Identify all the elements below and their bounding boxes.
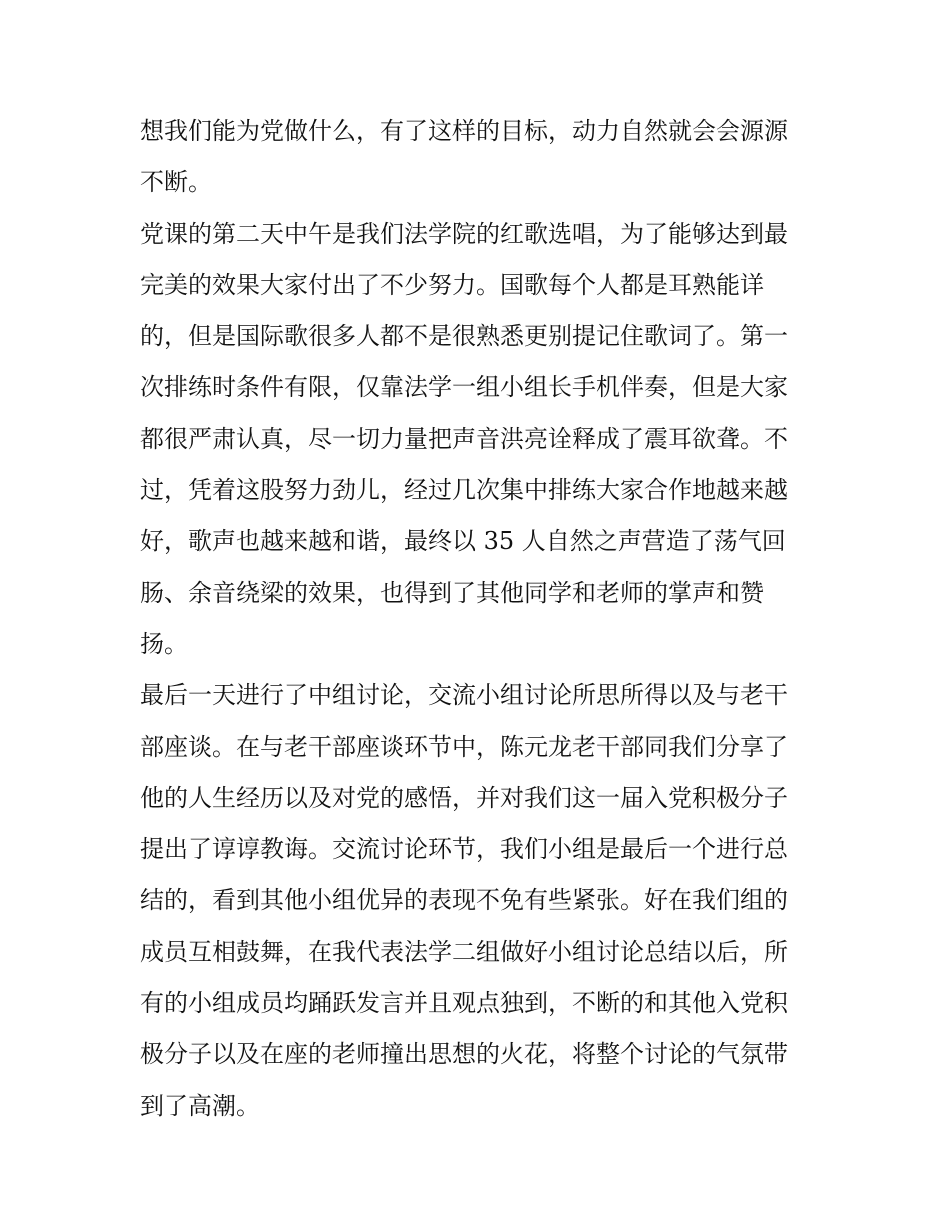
text-line: 提出了谆谆教诲。交流讨论环节，我们小组是最后一个进行总: [140, 835, 788, 864]
text-line: 部座谈。在与老干部座谈环节中，陈元龙老干部同我们分享了: [140, 732, 788, 761]
text-line: 最后一天进行了中组讨论，交流小组讨论所思所得以及与老干: [140, 681, 788, 710]
text-line: 的，但是国际歌很多人都不是很熟悉更别提记住歌词了。第一: [140, 322, 788, 351]
text-line: 到了高潮。: [140, 1091, 260, 1120]
text-line: 有的小组成员均踊跃发言并且观点独到，不断的和其他入党积: [140, 989, 788, 1018]
text-line: 想我们能为党做什么，有了这样的目标，动力自然就会会源源: [140, 117, 788, 145]
body-text: [140, 106, 820, 1132]
text-line: 成员互相鼓舞，在我代表法学二组做好小组讨论总结以后，所: [140, 937, 788, 966]
text-line: 好，歌声也越来越和谐，最终以 35 人自然之声营造了荡气回: [140, 527, 786, 556]
text-line: 扬。: [140, 629, 188, 658]
text-line: 都很严肃认真，尽一切力量把声音洪亮诠释成了震耳欲聋。不: [140, 424, 788, 453]
text-line: 完美的效果大家付出了不少努力。国歌每个人都是耳熟能详: [140, 270, 764, 299]
text-line: 他的人生经历以及对党的感悟，并对我们这一届入党积极分子: [140, 783, 788, 812]
text-line: 过，凭着这股努力劲儿，经过几次集中排练大家合作地越来越: [140, 476, 788, 505]
text-line: 次排练时条件有限，仅靠法学一组小组长手机伴奏，但是大家: [140, 373, 788, 402]
text-line: 极分子以及在座的老师撞出思想的火花，将整个讨论的气氛带: [140, 1040, 788, 1069]
text-line: 肠、余音绕梁的效果，也得到了其他同学和老师的掌声和赞: [140, 578, 764, 607]
text-line: 结的，看到其他小组优异的表现不免有些紧张。好在我们组的: [140, 886, 788, 915]
text-line: 党课的第二天中午是我们法学院的红歌选唱，为了能够达到最: [140, 219, 788, 248]
text-line: 不断。: [140, 168, 212, 197]
